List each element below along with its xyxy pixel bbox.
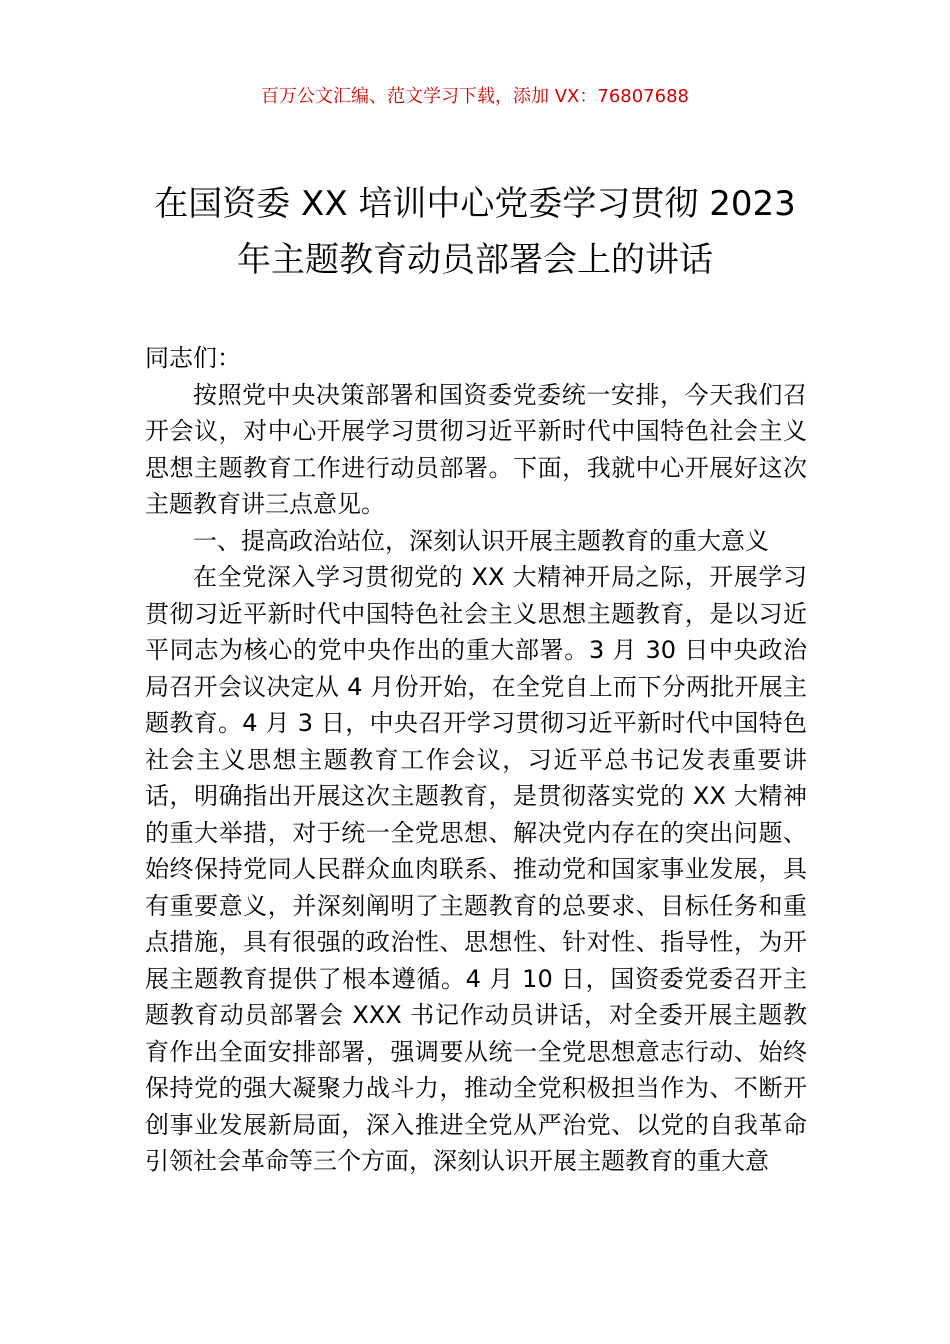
document-body bbox=[145, 340, 807, 1180]
promo-header: 百万公文汇编、范文学习下载，添加 VX：76807688 bbox=[261, 86, 689, 107]
paragraph-section-1: 在全党深入学习贯彻党的 XX 大精神开局之际，开展学习贯彻习近平新时代中国特色社会主义思想主题教育，是以习近平同志为核心的党中央作出的重大部署。3 月 30 日中央政治局召开会议决定从 4 月份开始，在全党自上而下分两批开展主题教育。4 月 3 日，中央召开学习贯彻习近平新时代中国特色社会主义思想主题教育工作会议，习近平总书记发表重要讲话，明确指出开展这次主题教育，是贯彻落实党的 XX 大精神的重大举措，对于统一全党思想、解决党内存在的突出问题、始终保持党同人民群众血肉联系、推动党和国家事业发展，具有重要意义，并深刻阐明了主题教育的总要求、目标任务和重点措施，具有很强的政治性、思想性、针对性、指导性，为开展主题教育提供了根本遵循。4 月 10 日，国资委党委召开主题教育动员部署会 XXX 书记作动员讲话，对全委开展主题教育作出全面安排部署，强调要从统一全党思想意志行动、始终保持党的强大凝聚力战斗力，推动全党积极担当作为、不断开创事业发展新局面，深入推进全党从严治党、以党的自我革命引领社会革命等三个方面，深刻认识开展主题教育的重大意 bbox=[145, 563, 807, 1175]
salutation: 同志们： bbox=[145, 344, 241, 372]
section-heading-1: 一、提高政治站位，深刻认识开展主题教育的重大意义 bbox=[193, 526, 769, 555]
paragraph-intro: 按照党中央决策部署和国资委党委统一安排，今天我们召开会议，对中心开展学习贯彻习近平新时代中国特色社会主义思想主题教育工作进行动员部署。下面，我就中心开展好这次主题教育讲三点意见。 bbox=[145, 380, 807, 518]
document-title bbox=[130, 176, 820, 288]
title-line-1: 在国资委 XX 培训中心党委学习贯彻 2023 bbox=[154, 184, 796, 224]
title-line-2: 年主题教育动员部署会上的讲话 bbox=[237, 240, 713, 280]
